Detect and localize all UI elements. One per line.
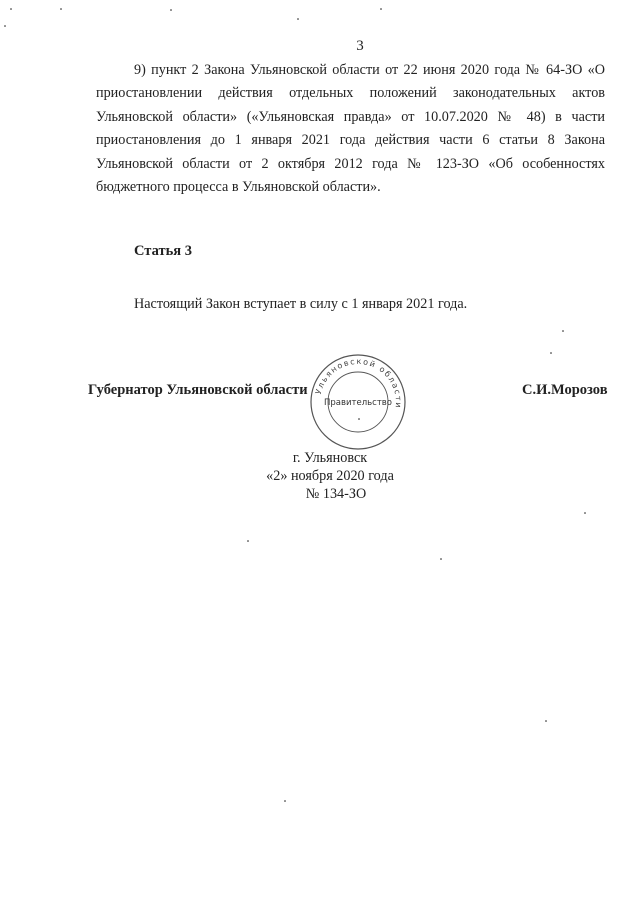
signature-name: С.И.Морозов bbox=[522, 382, 608, 398]
place-city: г. Ульяновск bbox=[292, 450, 368, 466]
law-number: № 134-ЗО bbox=[305, 486, 367, 502]
scan-speck bbox=[4, 25, 6, 27]
place-date-block bbox=[240, 449, 420, 503]
article-heading: Статья 3 bbox=[134, 243, 192, 259]
scan-speck bbox=[10, 8, 12, 10]
seal-center-text: Правительство bbox=[324, 398, 392, 408]
scan-speck bbox=[380, 8, 382, 10]
scan-speck bbox=[562, 330, 564, 332]
scan-speck bbox=[545, 720, 547, 722]
scan-speck bbox=[297, 18, 299, 20]
scan-speck bbox=[247, 540, 249, 542]
paragraph-item-9: 9) пункт 2 Закона Ульяновской области от 22 июня 2020 года № 64-ЗО «О приостановлении действия отдельных положений законодательных актов Ульяновской области» («Ульяновская правда» от 10.07.2020 № 48) в части приостановления до 1 января 2021 года действия части 6 статьи 8 Закона Ульяновской области от 2 октября 2012 года № 123-ЗО «Об особенностях бюджетного процесса в Ульяновской области». bbox=[96, 62, 605, 196]
scan-speck bbox=[170, 9, 172, 11]
seal-ring-text: Ульяновской области bbox=[313, 356, 404, 410]
signing-date: «2» ноября 2020 года bbox=[266, 468, 394, 484]
scan-speck bbox=[60, 8, 62, 10]
effective-date-text: Настоящий Закон вступает в силу с 1 января 2021 года. bbox=[134, 296, 468, 312]
signature-title: Губернатор Ульяновской области bbox=[88, 382, 308, 398]
scan-speck bbox=[550, 352, 552, 354]
scan-speck bbox=[284, 800, 286, 802]
scan-speck bbox=[358, 418, 360, 420]
scan-speck bbox=[440, 558, 442, 560]
scan-speck bbox=[584, 512, 586, 514]
official-seal-stamp bbox=[308, 352, 408, 452]
page-number: 3 bbox=[356, 38, 364, 54]
